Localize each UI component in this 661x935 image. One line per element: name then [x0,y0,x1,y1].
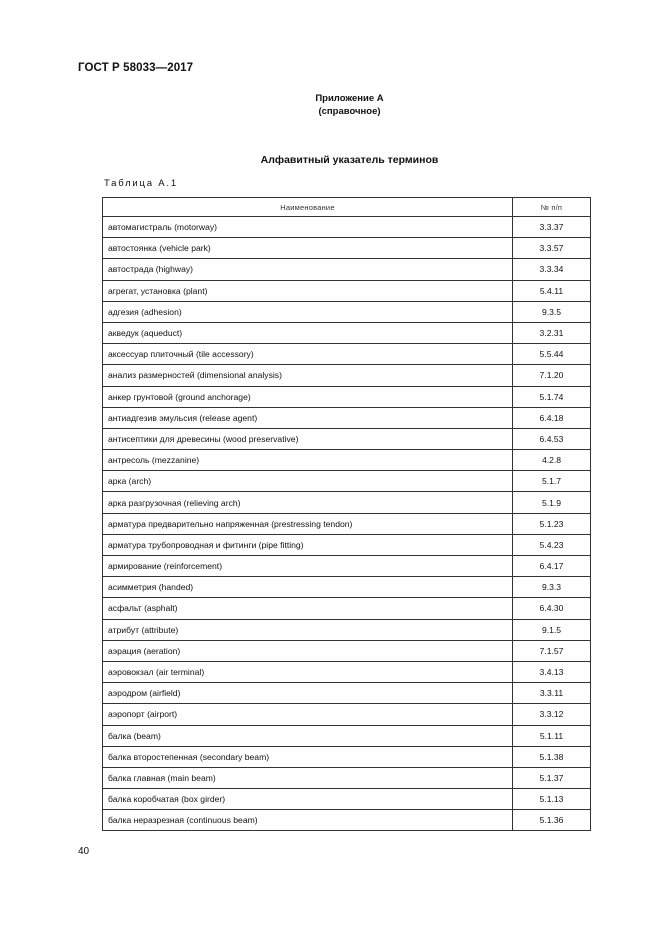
table-row [103,789,591,810]
term-number-cell: 6.4.18 [513,407,591,428]
term-cell: автостоянка (vehicle park) [103,238,513,259]
table-row [103,301,591,322]
term-cell: арка (arch) [103,471,513,492]
table-row [103,386,591,407]
table-row [103,322,591,343]
table-row [103,746,591,767]
table-row [103,238,591,259]
term-number-cell: 5.1.11 [513,725,591,746]
term-number-cell: 5.4.11 [513,280,591,301]
term-number-cell: 6.4.53 [513,428,591,449]
table-header-row [103,198,591,217]
term-number-cell: 5.1.37 [513,767,591,788]
appendix-heading [0,92,661,118]
term-number-cell: 3.3.37 [513,217,591,238]
term-cell: адгезия (adhesion) [103,301,513,322]
term-number-cell: 6.4.30 [513,598,591,619]
term-number-cell: 4.2.8 [513,450,591,471]
table-row [103,407,591,428]
term-number-cell: 9.3.5 [513,301,591,322]
term-number-cell: 7.1.57 [513,640,591,661]
term-cell: аэровокзал (air terminal) [103,661,513,682]
table-row [103,683,591,704]
table-caption: Таблица А.1 [104,178,178,189]
term-number-cell: 3.3.12 [513,704,591,725]
term-number-cell: 5.1.13 [513,789,591,810]
term-cell: автострада (highway) [103,259,513,280]
table-row [103,598,591,619]
term-cell: аксессуар плиточный (tile accessory) [103,344,513,365]
term-cell: автомагистраль (motorway) [103,217,513,238]
table-row [103,471,591,492]
term-cell: антресоль (mezzanine) [103,450,513,471]
terms-table-body [103,217,591,831]
term-number-cell: 5.4.23 [513,534,591,555]
term-cell: асфальт (asphalt) [103,598,513,619]
term-number-cell: 5.1.38 [513,746,591,767]
term-number-cell: 3.3.34 [513,259,591,280]
table-row [103,450,591,471]
term-cell: анкер грунтовой (ground anchorage) [103,386,513,407]
term-cell: аэрация (aeration) [103,640,513,661]
term-number-cell: 7.1.20 [513,365,591,386]
table-row [103,492,591,513]
term-cell: анализ размерностей (dimensional analysis) [103,365,513,386]
term-cell: арка разгрузочная (relieving arch) [103,492,513,513]
table-row [103,513,591,534]
term-cell: акведук (aqueduct) [103,322,513,343]
document-code: ГОСТ Р 58033—2017 [78,62,194,74]
term-cell: асимметрия (handed) [103,577,513,598]
term-number-cell: 9.3.3 [513,577,591,598]
table-row [103,619,591,640]
term-number-cell: 3.4.13 [513,661,591,682]
column-header-name: Наименование [103,198,513,217]
term-number-cell: 5.1.74 [513,386,591,407]
term-number-cell: 5.5.44 [513,344,591,365]
term-cell: балка неразрезная (continuous beam) [103,810,513,831]
appendix-subtitle: (справочное) [318,106,381,117]
table-row [103,428,591,449]
term-cell: антисептики для древесины (wood preservative) [103,428,513,449]
section-title: Алфавитный указатель терминов [260,154,439,166]
term-number-cell: 3.2.31 [513,322,591,343]
term-cell: балка главная (main beam) [103,767,513,788]
table-row [103,767,591,788]
term-cell: антиадгезив эмульсия (release agent) [103,407,513,428]
table-row [103,259,591,280]
term-number-cell: 5.1.9 [513,492,591,513]
table-row [103,280,591,301]
table-row [103,640,591,661]
page-number: 40 [78,846,90,857]
table-row [103,534,591,555]
term-cell: балка коробчатая (box girder) [103,789,513,810]
term-cell: армирование (reinforcement) [103,556,513,577]
term-number-cell: 9.1.5 [513,619,591,640]
term-cell: арматура предварительно напряженная (prestressing tendon) [103,513,513,534]
term-cell: арматура трубопроводная и фитинги (pipe fitting) [103,534,513,555]
terms-table [102,197,591,831]
term-number-cell: 5.1.7 [513,471,591,492]
table-row [103,704,591,725]
table-row [103,725,591,746]
table-row [103,217,591,238]
term-cell: аэродром (airfield) [103,683,513,704]
table-row [103,661,591,682]
term-cell: балка второстепенная (secondary beam) [103,746,513,767]
table-row [103,556,591,577]
term-number-cell: 5.1.36 [513,810,591,831]
term-number-cell: 6.4.17 [513,556,591,577]
term-cell: аэропорт (airport) [103,704,513,725]
table-row [103,365,591,386]
term-cell: агрегат, установка (plant) [103,280,513,301]
term-cell: атрибут (attribute) [103,619,513,640]
column-header-number: № п/п [513,198,591,217]
table-row [103,344,591,365]
term-number-cell: 5.1.23 [513,513,591,534]
term-cell: балка (beam) [103,725,513,746]
term-number-cell: 3.3.11 [513,683,591,704]
table-row [103,810,591,831]
appendix-title: Приложение А [315,93,384,104]
term-number-cell: 3.3.57 [513,238,591,259]
table-row [103,577,591,598]
